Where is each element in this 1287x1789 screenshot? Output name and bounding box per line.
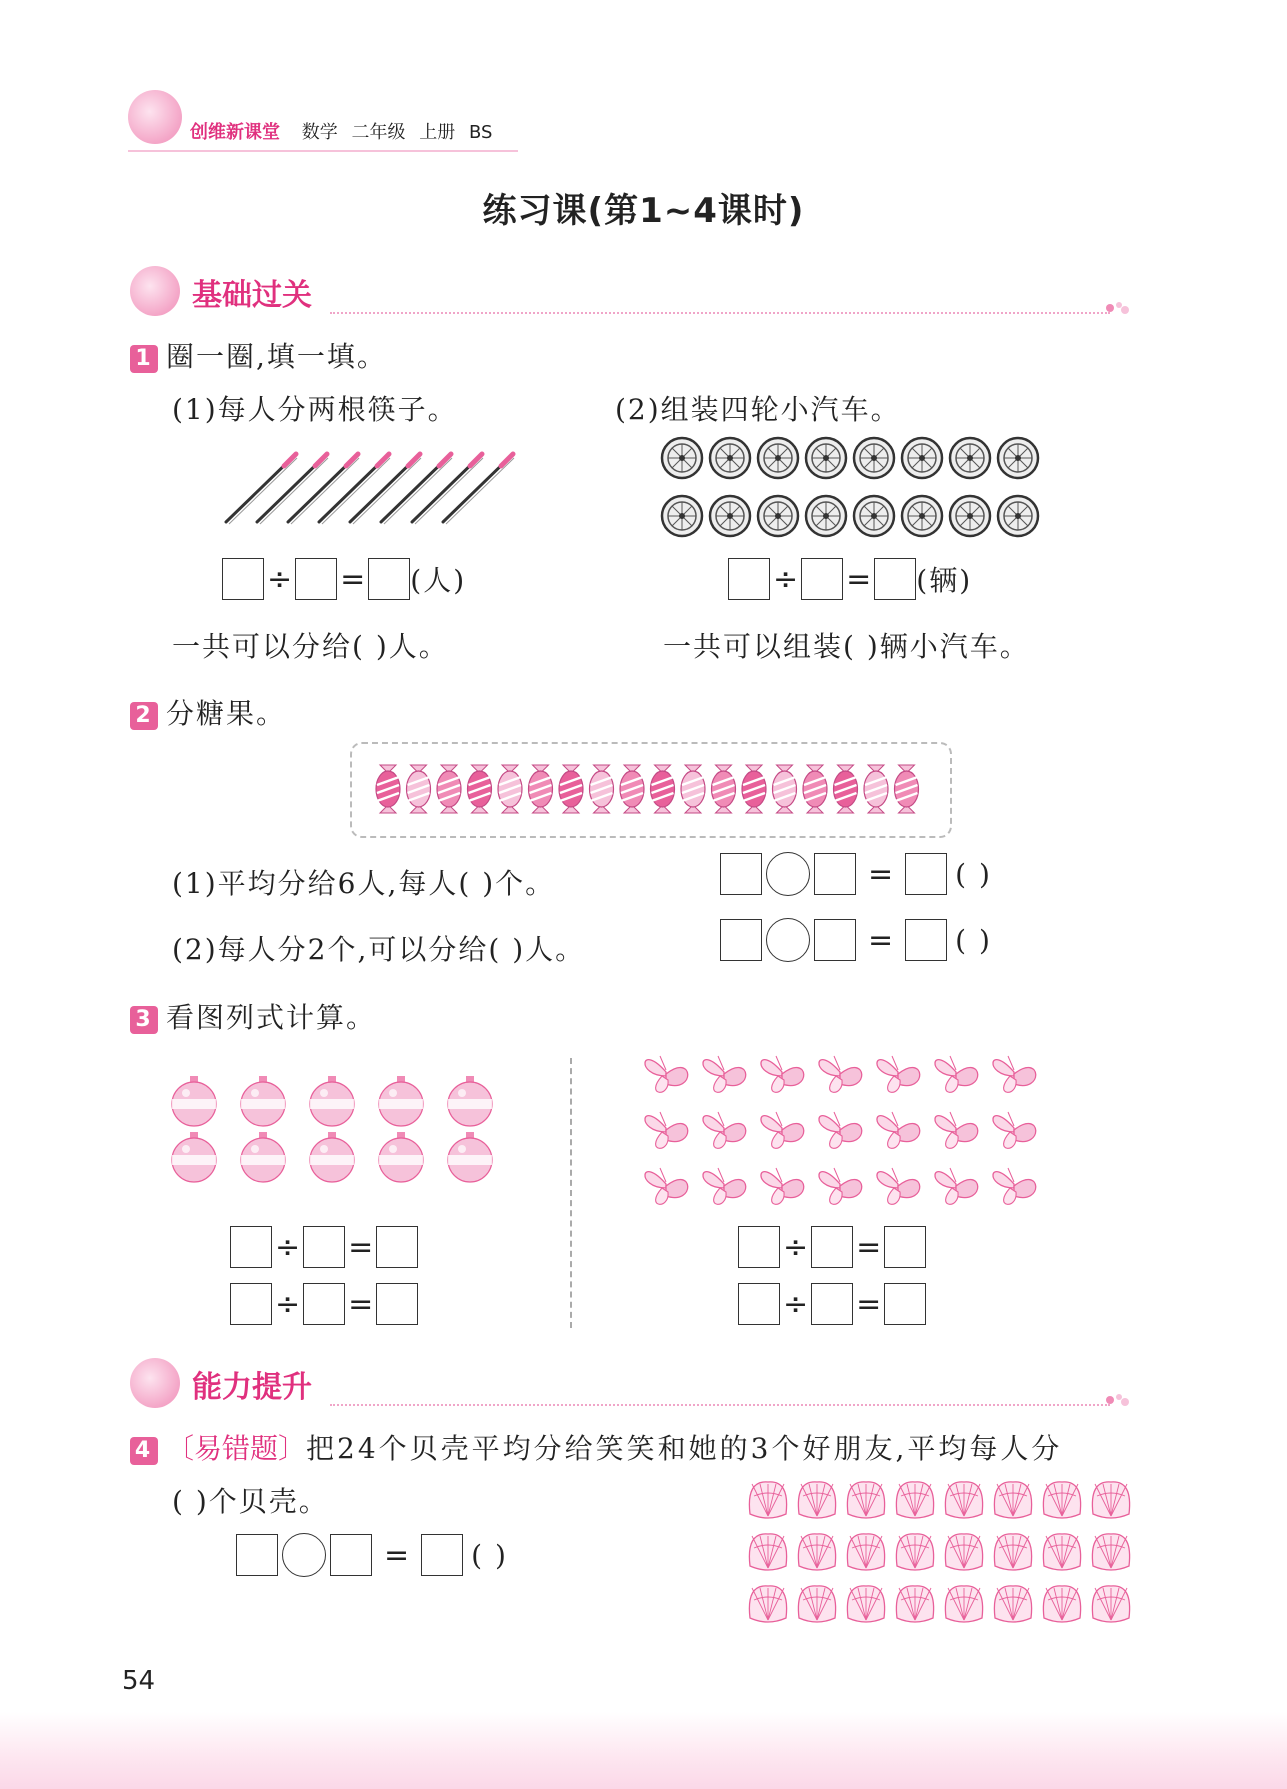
shell <box>994 1586 1031 1622</box>
wheel <box>950 496 990 536</box>
ornament-ball <box>310 1132 354 1182</box>
q1-part2-label: (2)组装四轮小汽车。 <box>615 393 901 426</box>
header-grade: 二年级 <box>351 122 406 143</box>
ornament-ball <box>172 1076 216 1126</box>
unit-paren: ( ) <box>471 1538 508 1572</box>
q1-part2-answer: 一共可以组装( )辆小汽车。 <box>663 630 1030 663</box>
section-basic-title: 基础过关 <box>192 278 312 313</box>
candy <box>895 765 919 813</box>
wheel <box>854 438 894 478</box>
shell <box>1092 1586 1129 1622</box>
butterfly <box>877 1112 920 1148</box>
butterfly <box>645 1112 688 1148</box>
shell <box>1092 1482 1129 1518</box>
header-subject: 数学 <box>301 122 338 143</box>
header-edition: BS <box>468 122 493 143</box>
page-title: 练习课(第1~4课时) <box>482 191 805 231</box>
shell <box>1043 1482 1080 1518</box>
butterfly <box>761 1168 804 1204</box>
header-bar <box>190 118 492 144</box>
wheels-image <box>660 436 1040 542</box>
wheel <box>998 496 1038 536</box>
wheel <box>902 438 942 478</box>
header-brand: 创维新课堂 <box>190 122 280 143</box>
candy <box>407 765 431 813</box>
shell <box>945 1534 982 1570</box>
candy <box>773 765 797 813</box>
butterfly <box>877 1056 920 1092</box>
answer-box[interactable] <box>905 919 947 961</box>
answer-box[interactable] <box>720 919 762 961</box>
unit-paren: ( ) <box>955 857 992 891</box>
answer-box[interactable] <box>376 1283 418 1325</box>
butterfly <box>703 1168 746 1204</box>
candies-image <box>372 756 932 822</box>
shell <box>749 1534 786 1570</box>
q1-part1-label: (1)每人分两根筷子。 <box>172 393 458 426</box>
wheel <box>950 438 990 478</box>
candy <box>376 765 400 813</box>
answer-box[interactable] <box>303 1283 345 1325</box>
answer-box[interactable] <box>738 1226 780 1268</box>
q2-prompt: 2 分糖果。 <box>130 692 286 732</box>
butterflies-image <box>638 1046 1048 1216</box>
shell <box>896 1586 933 1622</box>
ornament-ball <box>310 1076 354 1126</box>
wheel <box>806 496 846 536</box>
header-underline <box>128 150 518 152</box>
ornament-ball <box>241 1132 285 1182</box>
shell <box>896 1482 933 1518</box>
unit-paren: ( ) <box>955 923 992 957</box>
shell <box>945 1482 982 1518</box>
wheel <box>710 438 750 478</box>
candy <box>529 765 553 813</box>
shell <box>896 1534 933 1570</box>
shell <box>994 1482 1031 1518</box>
chopstick <box>443 454 514 524</box>
chopstick <box>412 454 483 524</box>
butterfly <box>645 1056 688 1092</box>
q4-line2: ( )个贝壳。 <box>172 1485 329 1518</box>
shell <box>847 1534 884 1570</box>
shell <box>1043 1586 1080 1622</box>
wheel <box>854 496 894 536</box>
q4-equation: = ( ) <box>236 1533 508 1577</box>
footer-band <box>0 1712 1287 1789</box>
answer-box[interactable] <box>303 1226 345 1268</box>
answer-box[interactable] <box>376 1226 418 1268</box>
candy <box>620 765 644 813</box>
butterfly <box>993 1168 1036 1204</box>
wheel <box>758 496 798 536</box>
answer-box[interactable] <box>811 1283 853 1325</box>
candy <box>437 765 461 813</box>
chopstick <box>257 454 328 524</box>
q4-prompt: 4 〔易错题〕把24个贝壳平均分给笑笑和她的3个好朋友,平均每人分 <box>130 1427 1062 1467</box>
shell <box>1043 1534 1080 1570</box>
wheel <box>806 438 846 478</box>
butterfly <box>993 1112 1036 1148</box>
section-advanced-title: 能力提升 <box>192 1370 312 1405</box>
unit-label: (人) <box>410 564 467 597</box>
butterfly <box>819 1168 862 1204</box>
q4-tag: 〔易错题〕 <box>166 1432 307 1465</box>
operator-circle[interactable] <box>766 918 810 962</box>
answer-box[interactable] <box>720 853 762 895</box>
header-volume: 上册 <box>419 122 456 143</box>
butterfly <box>761 1056 804 1092</box>
section-mascot <box>130 1358 180 1408</box>
shell <box>749 1482 786 1518</box>
ornament-ball <box>448 1076 492 1126</box>
candy <box>559 765 583 813</box>
answer-box[interactable] <box>421 1534 463 1576</box>
answer-box[interactable] <box>222 558 264 600</box>
q3-left-equation-2: ÷ = <box>230 1283 418 1325</box>
butterfly <box>935 1112 978 1148</box>
section-divider <box>330 1404 1110 1406</box>
shell <box>798 1482 835 1518</box>
chopstick <box>381 454 452 524</box>
wheel <box>902 496 942 536</box>
answer-box[interactable] <box>814 919 856 961</box>
chopstick <box>226 454 297 524</box>
answer-box[interactable] <box>236 1534 278 1576</box>
q3-left-equation-1: ÷ = <box>230 1226 418 1268</box>
answer-box[interactable] <box>295 558 337 600</box>
candy <box>498 765 522 813</box>
section-mascot <box>130 266 180 316</box>
answer-box[interactable] <box>884 1226 926 1268</box>
q1-number: 1 <box>130 345 158 373</box>
candy <box>864 765 888 813</box>
unit-label: (辆) <box>916 564 973 597</box>
shell <box>1092 1534 1129 1570</box>
q3-right-equation-1: ÷ = <box>738 1226 926 1268</box>
q2-number: 2 <box>130 702 158 730</box>
chopsticks-image <box>222 446 532 532</box>
q3-divider <box>570 1058 572 1328</box>
balls-image <box>168 1070 508 1190</box>
divider-dots <box>1105 300 1131 316</box>
shell <box>994 1534 1031 1570</box>
q3-number: 3 <box>130 1006 158 1034</box>
butterfly <box>993 1056 1036 1092</box>
q3-right-equation-2: ÷ = <box>738 1283 926 1325</box>
butterfly <box>645 1168 688 1204</box>
shell <box>749 1586 786 1622</box>
candy <box>742 765 766 813</box>
answer-box[interactable] <box>368 558 410 600</box>
wheel <box>710 496 750 536</box>
q1-prompt: 1 圈一圈,填一填。 <box>130 335 387 375</box>
answer-box[interactable] <box>728 558 770 600</box>
q3-prompt: 3 看图列式计算。 <box>130 996 376 1036</box>
page-number: 54 <box>122 1666 156 1696</box>
shell <box>798 1586 835 1622</box>
shell <box>798 1534 835 1570</box>
wheel <box>998 438 1038 478</box>
shell <box>847 1482 884 1518</box>
header-mascot <box>128 90 182 144</box>
butterfly <box>703 1056 746 1092</box>
divider-dots <box>1105 1392 1131 1408</box>
answer-box[interactable] <box>811 1226 853 1268</box>
ornament-ball <box>379 1132 423 1182</box>
answer-box[interactable] <box>801 558 843 600</box>
candy <box>712 765 736 813</box>
answer-box[interactable] <box>905 853 947 895</box>
candy <box>468 765 492 813</box>
candy <box>834 765 858 813</box>
candy <box>803 765 827 813</box>
butterfly <box>819 1056 862 1092</box>
answer-box[interactable] <box>884 1283 926 1325</box>
chopstick <box>350 454 421 524</box>
chopstick <box>319 454 390 524</box>
answer-box[interactable] <box>330 1534 372 1576</box>
q2-part1-equation: = ( ) <box>720 852 992 896</box>
q2-part1-label: (1)平均分给6人,每人( )个。 <box>172 867 556 900</box>
wheel <box>758 438 798 478</box>
butterfly <box>935 1056 978 1092</box>
butterfly <box>877 1168 920 1204</box>
ornament-ball <box>241 1076 285 1126</box>
q4-number: 4 <box>130 1437 158 1465</box>
section-divider <box>330 312 1110 314</box>
butterfly <box>703 1112 746 1148</box>
q2-part2-label: (2)每人分2个,可以分给( )人。 <box>172 933 586 966</box>
ornament-ball <box>172 1132 216 1182</box>
answer-box[interactable] <box>738 1283 780 1325</box>
ornament-ball <box>379 1076 423 1126</box>
butterfly <box>761 1112 804 1148</box>
butterfly <box>935 1168 978 1204</box>
shell <box>847 1586 884 1622</box>
q1-part2-equation: ÷ = (辆) <box>728 558 972 600</box>
shell <box>945 1586 982 1622</box>
answer-box[interactable] <box>814 853 856 895</box>
operator-circle[interactable] <box>766 852 810 896</box>
answer-box[interactable] <box>874 558 916 600</box>
chopstick <box>288 454 359 524</box>
wheel <box>662 438 702 478</box>
ornament-ball <box>448 1132 492 1182</box>
wheel <box>662 496 702 536</box>
q1-part1-answer: 一共可以分给( )人。 <box>172 630 449 663</box>
answer-box[interactable] <box>230 1226 272 1268</box>
shells-image <box>744 1474 1134 1634</box>
q2-part2-equation: = ( ) <box>720 918 992 962</box>
candy <box>681 765 705 813</box>
q1-part1-equation: ÷ = (人) <box>222 558 466 600</box>
operator-circle[interactable] <box>282 1533 326 1577</box>
answer-box[interactable] <box>230 1283 272 1325</box>
candy <box>590 765 614 813</box>
candy <box>651 765 675 813</box>
butterfly <box>819 1112 862 1148</box>
